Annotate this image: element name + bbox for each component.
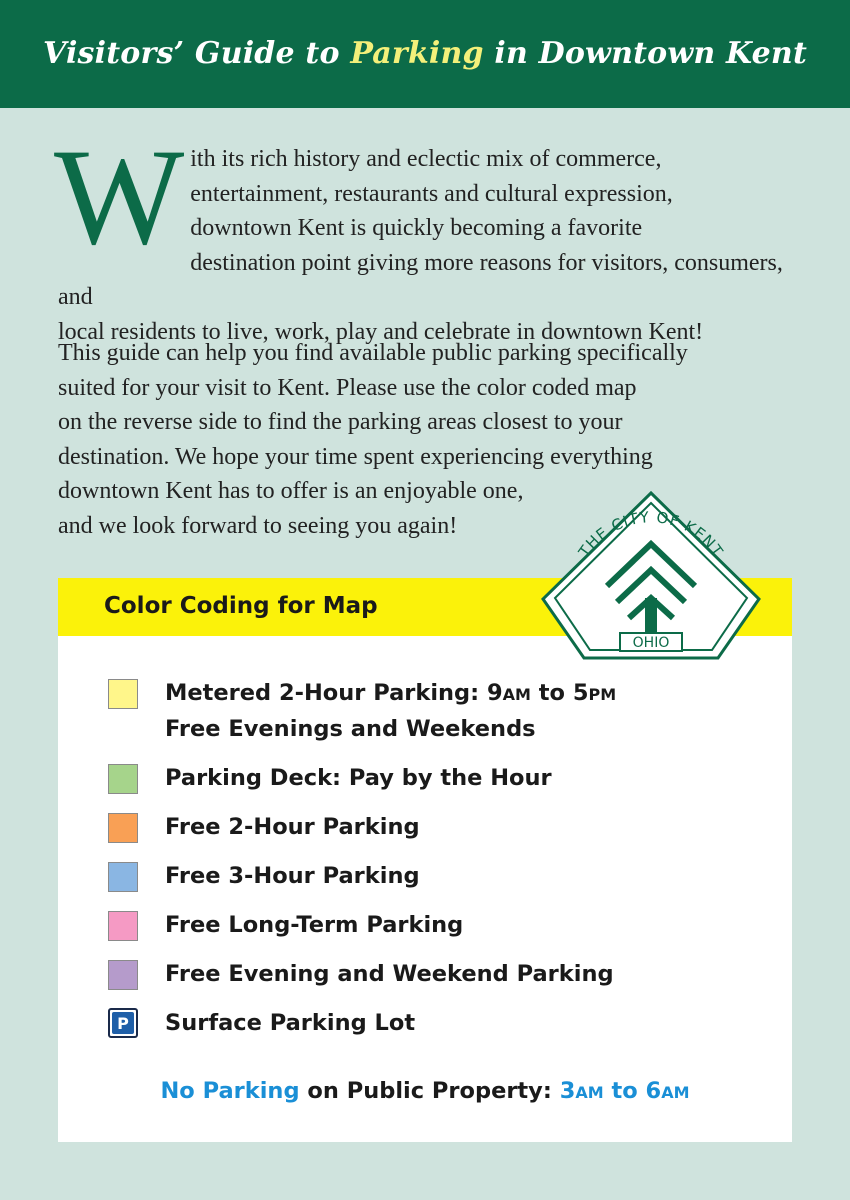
legend-item-metered — [108, 678, 748, 747]
header-banner — [0, 0, 850, 108]
guide-line: suited for your visit to Kent. Please use the color coded map — [58, 374, 637, 401]
legend-label: Parking Deck: Pay by the Hour — [165, 765, 552, 791]
legend-item-deck — [108, 763, 748, 796]
intro-line: ith its rich history and eclectic mix of commerce, — [190, 146, 662, 172]
green-swatch — [108, 764, 138, 794]
legend-label: Surface Parking Lot — [165, 1010, 416, 1036]
city-of-kent-seal-icon — [540, 490, 762, 662]
legend-item-surface-lot — [108, 1008, 748, 1041]
pink-swatch — [108, 911, 138, 941]
blue-swatch — [108, 862, 138, 892]
purple-swatch — [108, 960, 138, 990]
legend-label: Free 3-Hour Parking — [165, 863, 420, 889]
guide-line: on the reverse side to find the parking areas closest to your — [58, 409, 623, 435]
legend-item-free-3hr — [108, 861, 748, 894]
guide-line: and we look forward to seeing you again! — [58, 512, 458, 539]
legend-panel — [58, 578, 792, 1142]
guide-line: This guide can help you find available public parking specifically — [58, 340, 688, 366]
intro-line: downtown Kent is quickly becoming a favorite — [190, 215, 643, 241]
legend-title: Color Coding for Map — [104, 593, 378, 619]
legend-label: Free 2-Hour Parking — [165, 814, 420, 840]
seal-top-text: THE CITY OF KENT — [575, 508, 727, 561]
guide-line: downtown Kent has to offer is an enjoyable one, — [58, 478, 524, 504]
no-parking-notice: No Parking on Public Property: 3AM to 6AM — [160, 1078, 690, 1104]
legend-item-evening-weekend — [108, 959, 748, 992]
intro-line: entertainment, restaurants and cultural expression, — [190, 180, 673, 207]
intro-paragraph — [54, 120, 808, 349]
intro-line: local residents to live, work, play and celebrate in downtown Kent! — [58, 318, 704, 345]
legend-label: Free Evening and Weekend Parking — [165, 961, 614, 987]
legend-label: Metered 2-Hour Parking: 9AM to 5PM Free Evenings and Weekends — [165, 680, 617, 742]
orange-swatch — [108, 813, 138, 843]
page-title: Visitors’ Guide to Parking in Downtown Kent — [43, 35, 807, 71]
legend-item-free-2hr — [108, 812, 748, 845]
title-accent: Parking — [350, 35, 484, 71]
drop-cap: W — [54, 120, 185, 273]
legend-item-long-term — [108, 910, 748, 943]
legend-label: Free Long-Term Parking — [165, 912, 464, 938]
legend-list — [108, 678, 748, 1057]
intro-line: destination point giving more reasons for visitors, consumers, and — [58, 249, 783, 310]
guide-line: destination. We hope your time spent experiencing everything — [58, 443, 653, 470]
parking-p-icon: P — [108, 1008, 138, 1038]
seal-bottom-text: OHIO — [632, 635, 670, 651]
yellow-swatch — [108, 679, 138, 709]
